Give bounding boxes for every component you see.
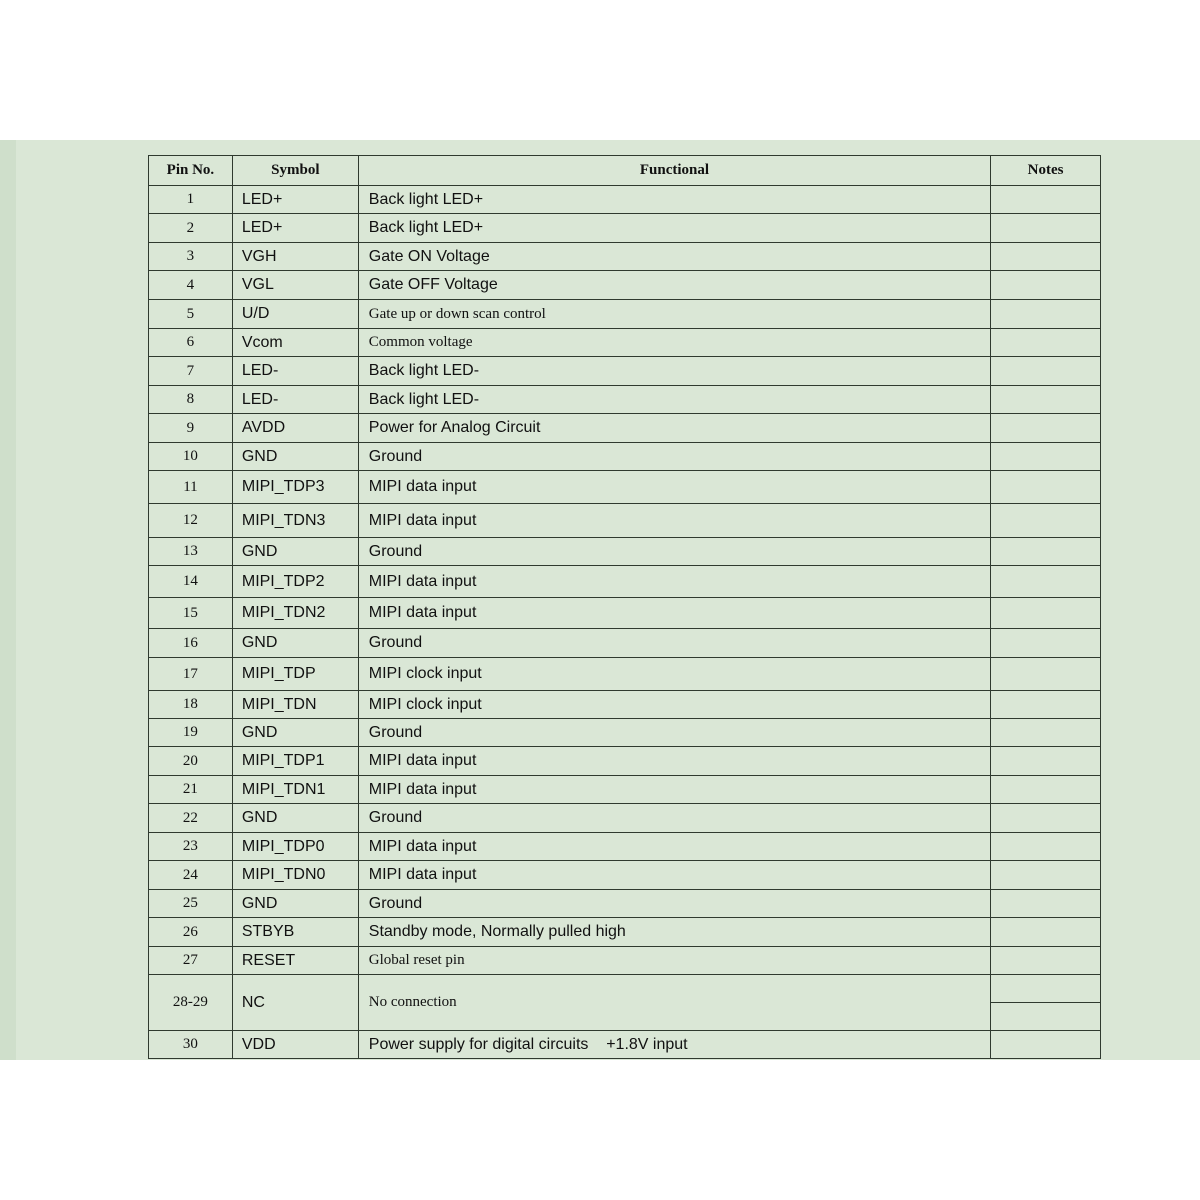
table-row [149,271,1101,300]
pin-notes [991,443,1101,471]
pin-symbol: LED+ [232,214,358,243]
table-row [149,918,1101,947]
pin-symbol: MIPI_TDP3 [232,471,358,504]
pin-notes [991,566,1101,598]
pin-function: MIPI data input [358,747,990,776]
pin-number: 4 [149,271,233,300]
table-row [149,386,1101,414]
pin-number: 13 [149,538,233,566]
pin-function: Gate OFF Voltage [358,271,990,300]
table-row [149,861,1101,890]
pin-number: 22 [149,804,233,833]
pin-number: 12 [149,504,233,538]
pin-notes [991,890,1101,918]
pin-symbol: GND [232,629,358,658]
pin-symbol: VGH [232,243,358,271]
pin-symbol: GND [232,890,358,918]
pin-symbol: MIPI_TDN [232,691,358,719]
pin-function: Global reset pin [358,947,990,975]
table-row [149,186,1101,214]
pin-symbol: Vcom [232,329,358,357]
pin-number: 10 [149,443,233,471]
pin-function: Common voltage [358,329,990,357]
table-row [149,747,1101,776]
table-row [149,629,1101,658]
pin-notes [991,691,1101,719]
pin-function: Standby mode, Normally pulled high [358,918,990,947]
pin-number: 1 [149,186,233,214]
pin-function: Gate ON Voltage [358,243,990,271]
pin-function: MIPI data input [358,861,990,890]
pin-notes [991,300,1101,329]
pin-notes [991,947,1101,975]
pin-number: 17 [149,658,233,691]
pin-symbol: MIPI_TDP2 [232,566,358,598]
pin-symbol: MIPI_TDP0 [232,833,358,861]
pin-function: Ground [358,804,990,833]
pin-assignment-table [148,155,1101,1059]
pin-number: 20 [149,747,233,776]
header-notes: Notes [991,156,1101,186]
pin-function: MIPI data input [358,776,990,804]
pin-number: 16 [149,629,233,658]
pin-notes [991,804,1101,833]
pin-notes [991,538,1101,566]
page-edge [0,140,16,1060]
table-row [149,414,1101,443]
table-row [149,1031,1101,1059]
pin-number: 5 [149,300,233,329]
header-functional: Functional [358,156,990,186]
pin-notes [991,833,1101,861]
pin-number: 9 [149,414,233,443]
pin-function: Ground [358,890,990,918]
pin-number: 27 [149,947,233,975]
pin-number: 3 [149,243,233,271]
pin-notes [991,598,1101,629]
table-row [149,833,1101,861]
pin-number: 2 [149,214,233,243]
document-page [0,140,1200,1060]
header-symbol: Symbol [232,156,358,186]
header-pin: Pin No. [149,156,233,186]
pin-number: 24 [149,861,233,890]
pin-function: No connection [358,975,990,1031]
pin-notes [991,243,1101,271]
table-row [149,443,1101,471]
table-row [149,598,1101,629]
pin-function: MIPI clock input [358,658,990,691]
table-row [149,947,1101,975]
pin-number: 7 [149,357,233,386]
table-row [149,975,1101,1031]
pin-symbol: GND [232,719,358,747]
pin-notes [991,629,1101,658]
pin-notes [991,658,1101,691]
pin-notes [991,975,1101,1031]
pin-notes [991,271,1101,300]
pin-notes [991,214,1101,243]
notes-split [991,1002,1100,1003]
pin-function: Ground [358,443,990,471]
pin-symbol: NC [232,975,358,1031]
pin-function: Power supply for digital circuits +1.8V input [358,1031,990,1059]
pin-function: Back light LED+ [358,186,990,214]
table-row [149,243,1101,271]
pin-number: 19 [149,719,233,747]
pin-function: Ground [358,629,990,658]
pin-symbol: VGL [232,271,358,300]
pin-notes [991,414,1101,443]
pin-symbol: MIPI_TDN3 [232,504,358,538]
pin-function: MIPI data input [358,833,990,861]
pin-function: MIPI data input [358,504,990,538]
pin-notes [991,357,1101,386]
table-row [149,566,1101,598]
pin-function: Back light LED- [358,357,990,386]
pin-symbol: GND [232,538,358,566]
table-row [149,719,1101,747]
pin-function: MIPI data input [358,471,990,504]
pin-notes [991,471,1101,504]
pin-notes [991,504,1101,538]
table-row [149,471,1101,504]
pin-notes [991,918,1101,947]
pin-number: 25 [149,890,233,918]
pin-symbol: MIPI_TDN0 [232,861,358,890]
pin-function: Ground [358,719,990,747]
notes-sub-cell [991,1002,1100,1003]
pin-notes [991,1031,1101,1059]
table-row [149,538,1101,566]
table-row [149,329,1101,357]
pin-notes [991,719,1101,747]
pin-number: 6 [149,329,233,357]
pin-notes [991,186,1101,214]
pin-symbol: RESET [232,947,358,975]
pin-number: 18 [149,691,233,719]
pin-function: MIPI data input [358,598,990,629]
pin-notes [991,747,1101,776]
pin-number: 30 [149,1031,233,1059]
table-header-row [149,156,1101,186]
table-row [149,214,1101,243]
table-row [149,504,1101,538]
pin-number: 14 [149,566,233,598]
pin-notes [991,386,1101,414]
pin-symbol: GND [232,443,358,471]
pin-notes [991,776,1101,804]
pin-function: Back light LED- [358,386,990,414]
pin-symbol: AVDD [232,414,358,443]
table-row [149,691,1101,719]
pin-function: Back light LED+ [358,214,990,243]
pin-symbol: STBYB [232,918,358,947]
pin-notes [991,861,1101,890]
pin-number: 8 [149,386,233,414]
pin-number: 26 [149,918,233,947]
pin-function: Ground [358,538,990,566]
pin-symbol: VDD [232,1031,358,1059]
pin-symbol: MIPI_TDN1 [232,776,358,804]
table-row [149,658,1101,691]
table-row [149,776,1101,804]
pin-symbol: LED- [232,386,358,414]
pin-number: 11 [149,471,233,504]
table-row [149,804,1101,833]
pin-symbol: U/D [232,300,358,329]
pin-symbol: MIPI_TDN2 [232,598,358,629]
pin-number: 28-29 [149,975,233,1031]
pin-function: Power for Analog Circuit [358,414,990,443]
pin-symbol: LED+ [232,186,358,214]
pin-number: 21 [149,776,233,804]
pin-symbol: MIPI_TDP [232,658,358,691]
pin-notes [991,329,1101,357]
pin-function: MIPI data input [358,566,990,598]
table-row [149,300,1101,329]
pin-function: MIPI clock input [358,691,990,719]
pin-symbol: LED- [232,357,358,386]
pin-function: Gate up or down scan control [358,300,990,329]
table-row [149,890,1101,918]
pin-symbol: MIPI_TDP1 [232,747,358,776]
table-row [149,357,1101,386]
pin-symbol: GND [232,804,358,833]
pin-number: 23 [149,833,233,861]
pin-number: 15 [149,598,233,629]
